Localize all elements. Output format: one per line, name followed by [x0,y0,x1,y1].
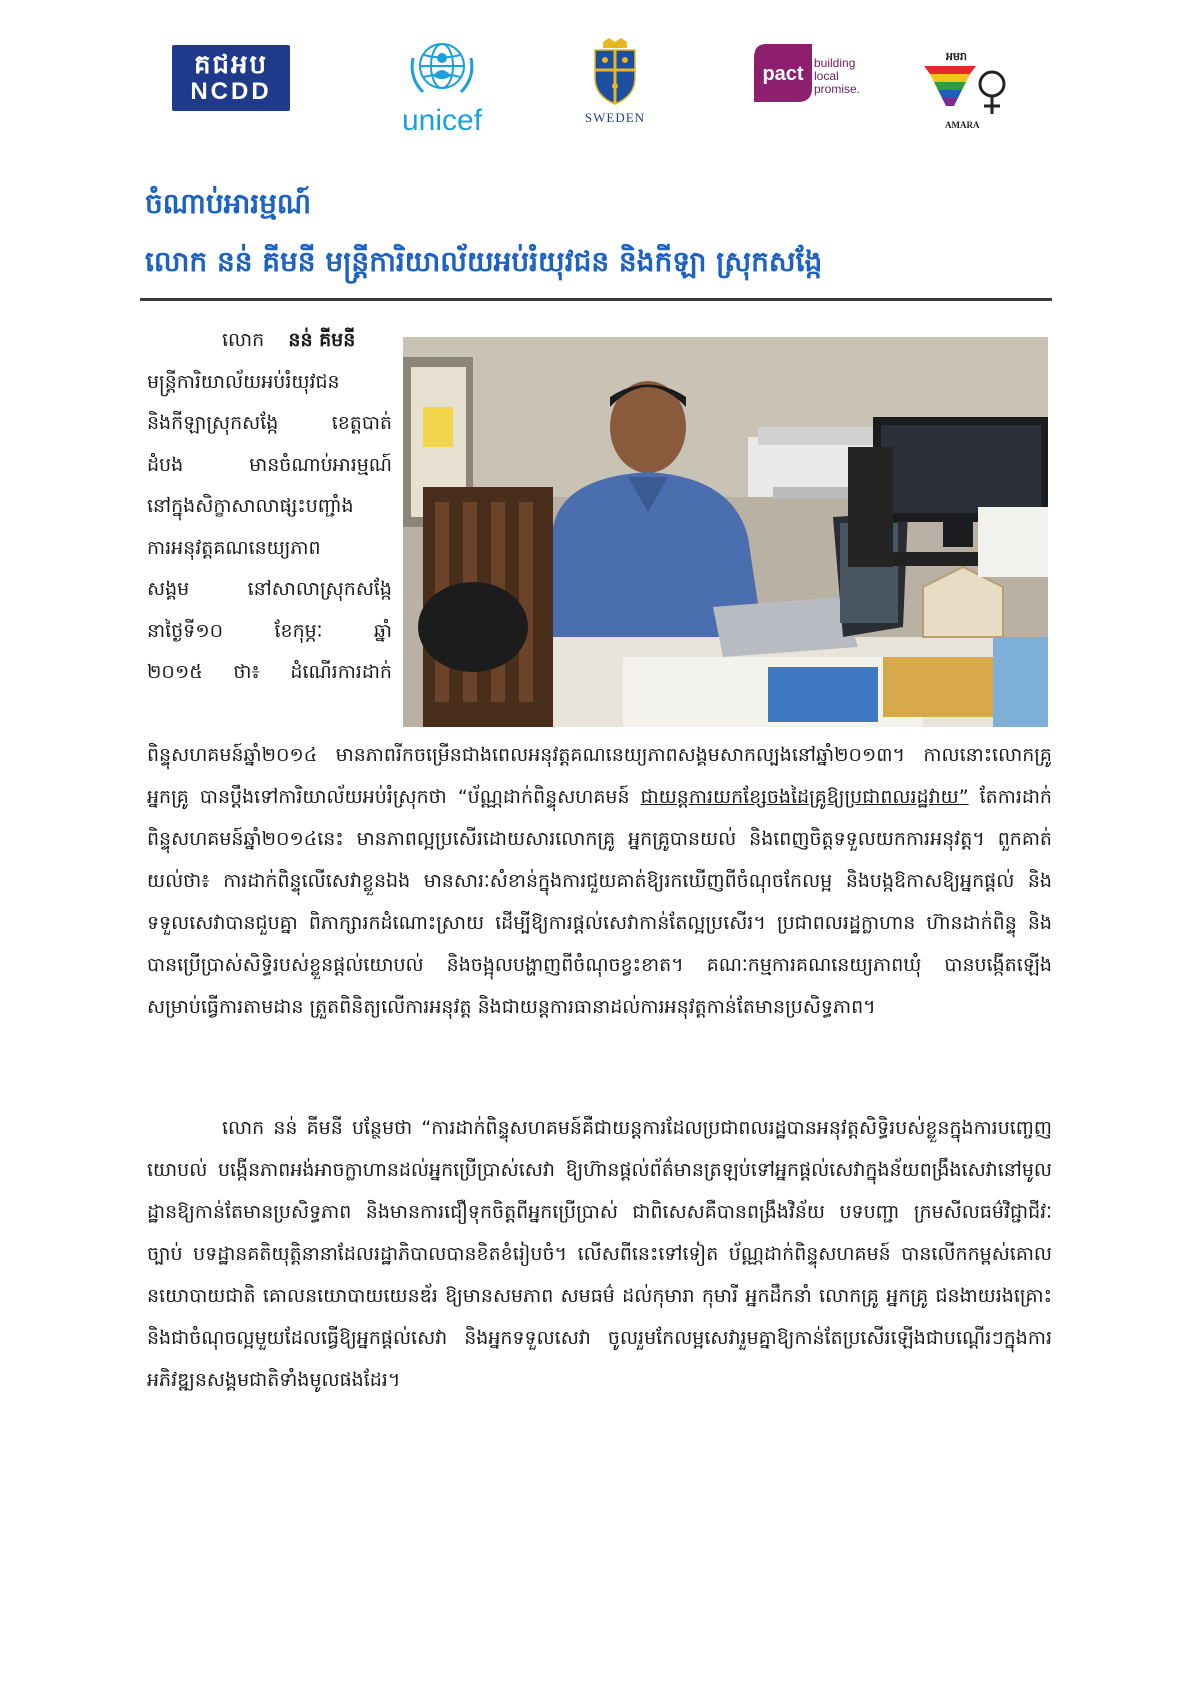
intro-line: ២០១៥ ថា៖ ដំណើរការដាក់ [147,661,392,683]
intro-line: នាថ្ងៃទី១០ ខែកុម្ភៈ ឆ្នាំ [147,619,392,642]
paragraph-one-text-continued: តែការដាក់ពិន្ទុសហគមន៍ឆ្នាំ២០១៤នេះ មានភាពល្អប្រសើរដោយសារលោកគ្រូ អ្នកគ្រូបានយល់ និងពេញចិត្តទទួលយកការអនុវត្ត។ ពួកគាត់យល់ថា៖ ការដាក់ពិន្ទុលើសេវាខ្លួនឯង មានសារៈសំខាន់ក្នុងការជួយគាត់ឱ្យរកឃើញពីចំណុចកែលម្អ និងបង្កឱកាសឱ្យអ្នកផ្តល់ និងទទួលសេវាបានជួបគ្នា ពិភាក្សារកដំណោះស្រាយ ដើម្បីឱ្យការផ្តល់សេវាកាន់តែល្អប្រសើរ។ ប្រជាពលរដ្ឋក្លាហាន ហ៊ានដាក់ពិន្ទុ និងបានប្រើប្រាស់សិទ្ធិរបស់ខ្លួនផ្តល់យោបល់ និងចង្អុលបង្ហាញពីចំណុចខ្វះខាត។ គណៈកម្មការគណនេយ្យភាពឃុំ បានបង្កើតឡើងសម្រាប់ធ្វើការតាមដាន ត្រួតពិនិត្យលើការអនុវត្ត និងជាយន្តការធានាដល់ការអនុវត្តកាន់តែមានប្រសិទ្ធភាព។ [147,786,1052,1018]
pact-wordmark: pact [762,63,804,85]
intro-line: ការអនុវត្តគណនេយ្យភាព [147,536,321,559]
page-subtitle: លោក នន់ គីមនី មន្ត្រីការិយាល័យអប់រំយុវជន និងកីឡា ស្រុកសង្កែ [145,245,823,278]
amara-logo-khmer: អមរា [946,50,967,63]
ncdd-logo-khmer: គជអប [193,50,268,80]
man-at-desk-photo [403,337,1048,727]
underlined-quote: ជាយន្តការយកខ្សែចងដៃគ្រូឱ្យប្រជាពលរដ្ឋវាយ” [640,786,969,808]
intro-line: នៅក្នុងសិក្ខាសាលាផ្សះបញ្ជាំង [147,495,354,517]
amara-logo-english: AMARA [945,120,980,130]
pact-badge-icon [752,42,814,104]
title-divider [140,298,1052,301]
intro-text [147,320,392,694]
intro-line: និងកីឡាស្រុកសង្កែ ខេត្តបាត់ [147,412,392,434]
person-name: នន់ គីមនី [288,329,356,351]
paragraph-one [147,734,1052,1028]
sweden-logo [570,38,660,128]
paragraph-two: លោក នន់ គីមនី បន្ថែមថា “ការដាក់ពិន្ទុសហគមន៍គឺជាយន្តការដែលប្រជាពលរដ្ឋបានអនុវត្តសិទ្ធិរបស់ខ្លួនក្នុងការបញ្ចេញយោបល់ បង្កើនភាពអង់អាចក្លាហានដល់អ្នកប្រើប្រាស់សេវា ឱ្យហ៊ានផ្តល់ព័ត៌មានត្រឡប់ទៅអ្នកផ្តល់សេវាក្នុងន័យពង្រឹងសេវានៅមូលដ្ឋានឱ្យកាន់តែមានប្រសិទ្ធភាព និងមានការជឿទុកចិត្តពីអ្នកប្រើប្រាស់ ជាពិសេសគឺបានពង្រឹងវិន័យ បទបញ្ជា ក្រមសីលធម៌វិជ្ជាជីវៈ ច្បាប់ បទដ្ឋានគតិយុត្តិនានាដែលរដ្ឋាភិបាលបានខិតខំរៀបចំ។ លើសពីនេះទៅទៀត ប័ណ្ណដាក់ពិន្ទុសហគមន៍ បានលើកកម្ពស់គោលនយោបាយជាតិ គោលនយោបាយយេនឌ័រ ឱ្យមានសមភាព សមធម៌ ដល់កុមារា កុមារី អ្នកដឹកនាំ លោកគ្រូ អ្នកគ្រូ ជនងាយរងគ្រោះ និងជាចំណុចល្អមួយដែលធ្វើឱ្យអ្នកផ្តល់សេវា និងអ្នកទទួលសេវា ចូលរួមកែលម្អសេវារួមគ្នាឱ្យកាន់តែប្រសើរឡើងជាបណ្តើរៗក្នុងការអភិវឌ្ឍនសង្គមជាតិទាំងមូលផងដែរ។ [147,1117,1052,1391]
unicef-emblem-icon [407,38,477,100]
pact-logo [752,42,882,112]
intro-prefix: លោក [222,329,265,351]
ncdd-logo-english: NCDD [190,78,272,105]
intro-line: មន្ត្រីការិយាល័យអប់រំយុវជន [147,370,340,393]
pact-tagline-line: building [814,56,856,70]
pact-tagline-line: promise. [814,82,861,96]
sweden-crest-icon [585,38,645,106]
amara-emblem-icon [920,52,1025,122]
intro-line: សង្គម នៅសាលាស្រុកសង្កែ [147,578,392,600]
amara-logo [920,52,1025,132]
pact-tagline [814,57,860,96]
intro-line: ដំបង មានចំណាប់អារម្មណ៍ [147,453,392,476]
intro-first-line [147,320,392,362]
pact-tagline-line: local [814,69,839,83]
unicef-wordmark: unicef [401,104,483,137]
page-title: ចំណាប់អារម្មណ៍ [145,187,312,220]
ncdd-logo [172,45,290,111]
paragraph-one-text: ពិន្ទុសហគមន៍ឆ្នាំ២០១៤ មានភាពរីកចម្រើនជាងពេលអនុវត្តគណនេយ្យភាពសង្គមសាកល្បងនៅឆ្នាំ២០១៣។ កាលនោះលោកគ្រូ អ្នកគ្រូ បានប្តឹងទៅការិយាល័យអប់រំស្រុកថា “ប័ណ្ណដាក់ពិន្ទុសហគមន៍ [147,744,1052,808]
unicef-logo [392,38,492,137]
office-photo [403,337,1048,727]
sweden-wordmark: SWEDEN [584,110,646,125]
